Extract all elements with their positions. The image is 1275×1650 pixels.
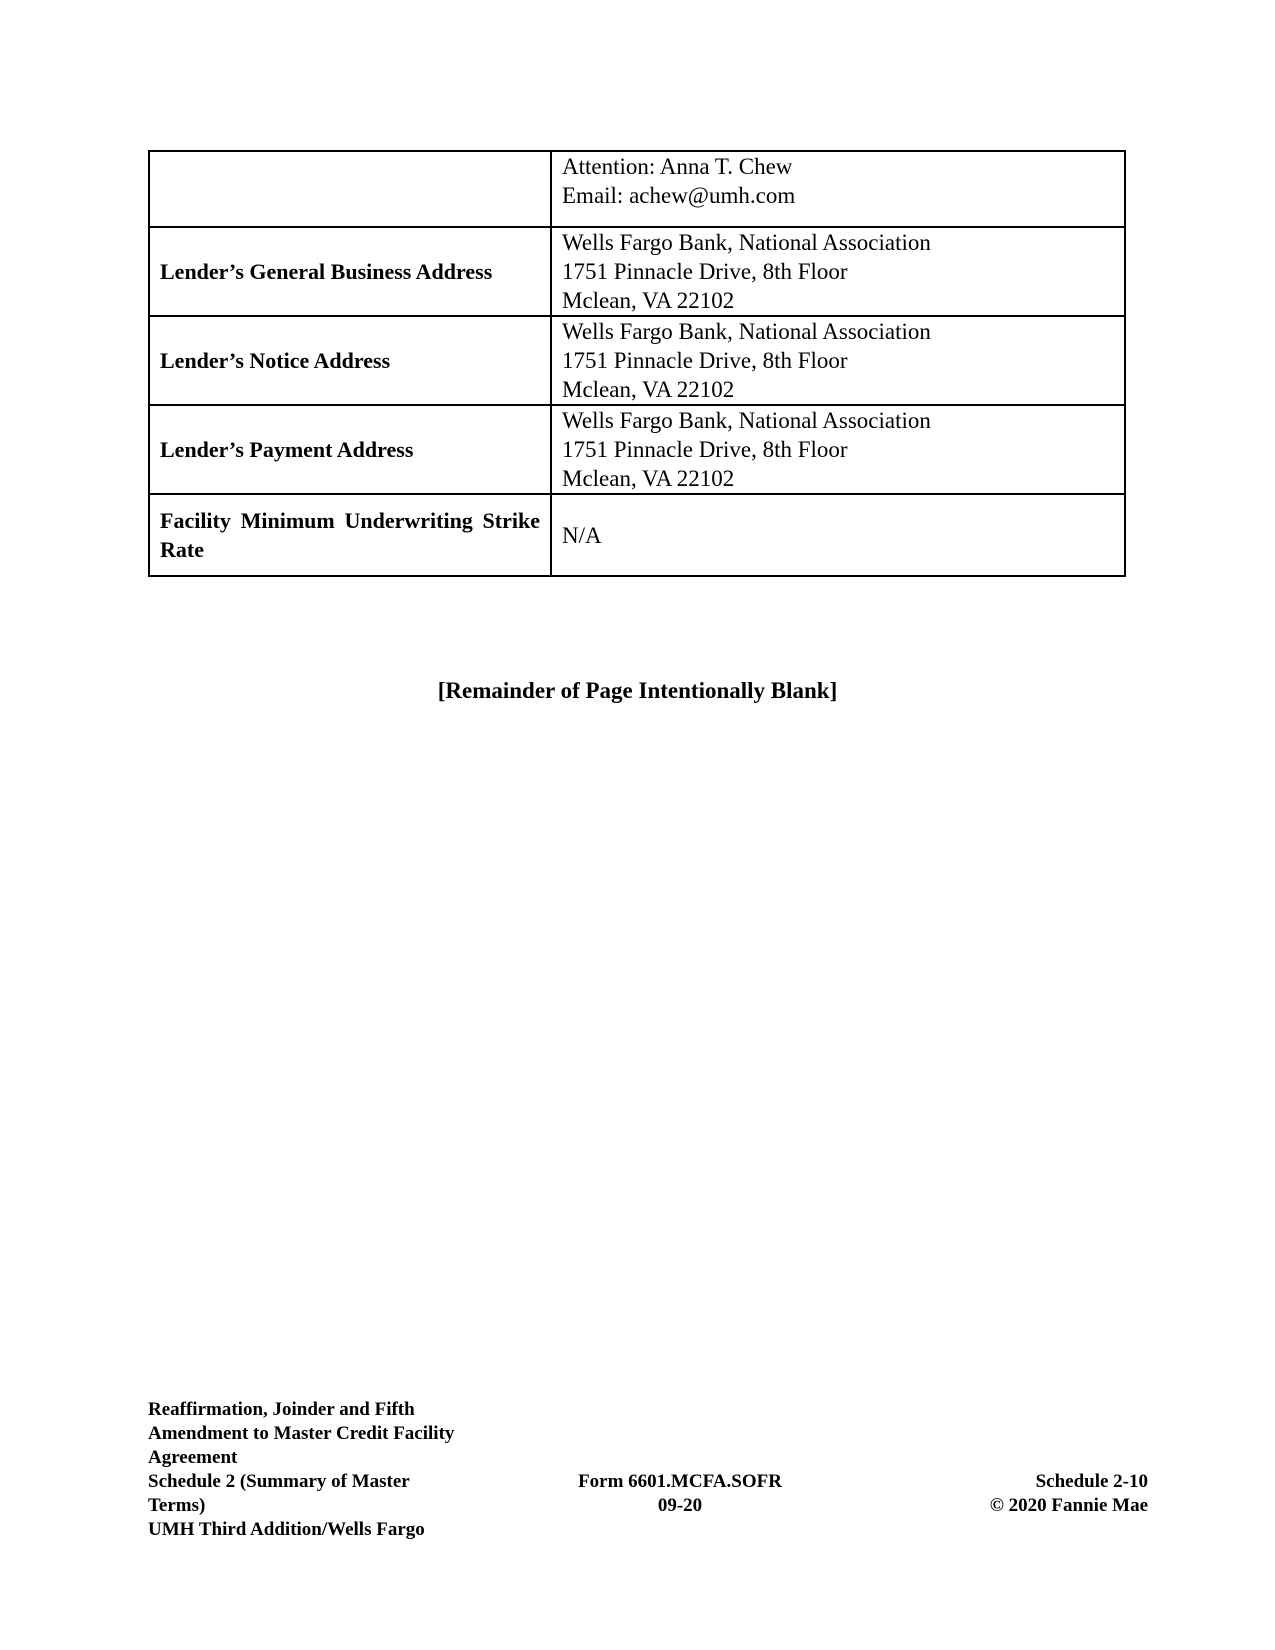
footer-line: Schedule 2-10 [1035, 1471, 1148, 1492]
value-line: Mclean, VA 22102 [562, 466, 735, 491]
footer-line: 09-20 [657, 1495, 703, 1516]
row-value [551, 151, 1125, 227]
row-label [149, 151, 551, 227]
row-value [551, 405, 1125, 494]
footer-line: Agreement [148, 1447, 238, 1468]
row-label: Lender’s General Business Address [149, 227, 551, 316]
row-label: Lender’s Payment Address [149, 405, 551, 494]
value-line: Wells Fargo Bank, National Association [562, 408, 931, 433]
footer-line: Schedule 2 (Summary of Master [148, 1471, 410, 1492]
row-label: Lender’s Notice Address [149, 316, 551, 405]
footer-form-number [560, 1470, 800, 1518]
value-line: Email: achew@umh.com [562, 183, 796, 208]
remainder-blank-note: [Remainder of Page Intentionally Blank] [437, 678, 838, 703]
table-row [149, 227, 1125, 316]
row-value [551, 494, 1125, 576]
footer-line: © 2020 Fannie Mae [989, 1495, 1148, 1516]
value-line: Wells Fargo Bank, National Association [562, 230, 931, 255]
value-line: Attention: Anna T. Chew [562, 154, 793, 179]
value-line: 1751 Pinnacle Drive, 8th Floor [562, 259, 848, 284]
value-line: 1751 Pinnacle Drive, 8th Floor [562, 348, 848, 373]
value-line: Mclean, VA 22102 [562, 288, 735, 313]
table-row [149, 405, 1125, 494]
value-line: 1751 Pinnacle Drive, 8th Floor [562, 437, 848, 462]
footer-document-title [148, 1398, 508, 1542]
value-line: Wells Fargo Bank, National Association [562, 319, 931, 344]
row-value [551, 227, 1125, 316]
footer-page-number [908, 1470, 1148, 1518]
footer-line: Form 6601.MCFA.SOFR [578, 1471, 782, 1492]
row-label: Facility Minimum Underwriting Strike Rate [149, 494, 551, 576]
row-value [551, 316, 1125, 405]
value-line: Mclean, VA 22102 [562, 377, 735, 402]
footer-line: Amendment to Master Credit Facility [148, 1423, 455, 1444]
value-line: N/A [562, 522, 602, 548]
footer-line: Terms) [148, 1495, 206, 1516]
table-row [149, 151, 1125, 227]
footer-line: UMH Third Addition/Wells Fargo [148, 1519, 425, 1540]
master-terms-table [148, 150, 1126, 577]
table-row [149, 316, 1125, 405]
footer-line: Reaffirmation, Joinder and Fifth [148, 1399, 415, 1420]
table-row [149, 494, 1125, 576]
